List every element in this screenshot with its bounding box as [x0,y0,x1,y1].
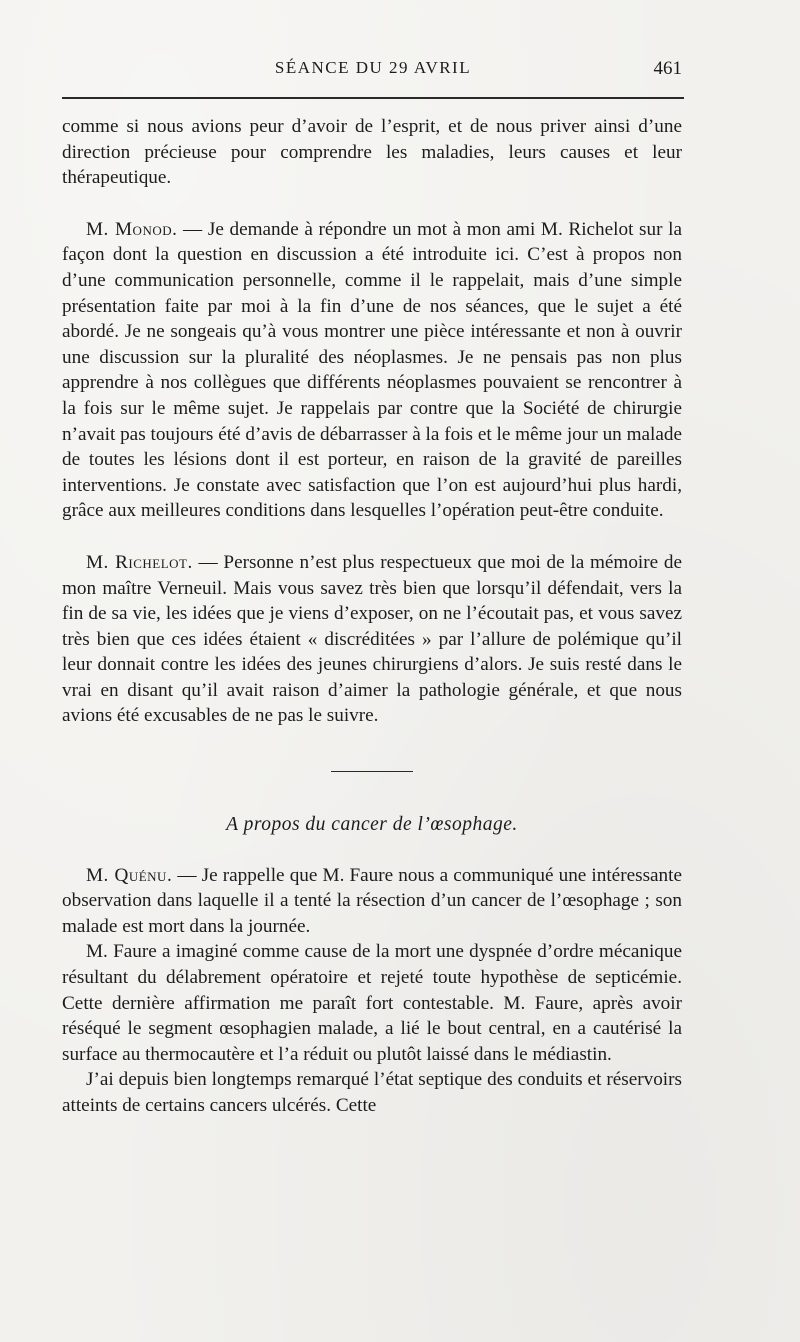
paragraph [62,1067,682,1118]
paragraph-text: — Je demande à répondre un mot à mon ami M. Richelot sur la façon dont la question en discussion a été introduite ici. C’est à propos non d’une communication personnelle, comme il le rappelait, mais d’une simple présentation faite par moi à la fin d’une de nos séances, que le sujet a été abordé. Je ne songeais qu’à vous montrer une pièce intéressante et non à ouvrir une discussion sur la pluralité des néoplasmes. Je ne pensais pas non plus apprendre à nos collègues que différents néoplasmes pouvaient se rencontrer à la fois sur le même sujet. Je rappelais par contre que la Société de chirurgie n’avait pas toujours été d’avis de débarrasser à la fois et le même jour un malade de toutes les lésions dont il est porteur, en raison de la gravité de pareilles interventions. Je constate avec satisfaction que l’on est aujourd’hui plus hardi, grâce aux meilleures conditions dans lesquelles l’opération peut-être conduite. [62,218,682,522]
paragraph [62,939,682,1067]
speaker-name: M. Monod. [86,218,178,240]
paragraph [62,217,682,524]
section-separator-rule [331,771,413,772]
header-rule [62,97,684,99]
paragraph-text: — Je rappelle que M. Faure nous a communiqué une intéressante observation dans laquelle il a tenté la résection d’un cancer de l’œsophage ; son malade est mort dans la journée. [62,864,682,937]
running-title: SÉANCE DU 29 AVRIL [274,58,472,77]
paragraph [62,863,682,940]
page-number: 461 [653,58,682,79]
paragraph-text: — Personne n’est plus respectueux que moi de la mémoire de mon maître Verneuil. Mais vous savez très bien que lorsqu’il défendait, vers la fin de sa vie, les idées que je viens d’exposer, on ne l’écoutait pas, et vous savez très bien que ces idées étaient « discréditées » par l’allure de polémique qu’il leur donnait contre les idées des jeunes chirurgiens d’alors. Je suis resté dans le vrai en disant qu’il avait raison d’aimer la pathologie générale, et que nous avions été excusables de ne pas le suivre. [62,551,682,727]
paragraph-text: M. Faure a imaginé comme cause de la mort une dyspnée d’ordre mécanique résultant du délabrement opératoire et rejeté toute hypothèse de septicémie. Cette dernière affirmation me paraît fort contestable. M. Faure, après avoir réséqué le segment œsophagien malade, a lié le bout central, en a cautérisé la surface au thermocautère et l’a réduit ou plutôt laissé dans le médiastin. [62,941,682,1065]
paragraph [62,114,682,191]
speaker-name: M. Quénu. [86,864,173,886]
paragraph-text: comme si nous avions peur d’avoir de l’esprit, et de nous priver ainsi d’une direction précieuse pour comprendre les maladies, leurs causes et leur thérapeutique. [62,116,682,189]
section-heading: A propos du cancer de l’œsophage. [226,814,518,836]
body-text [62,114,682,1119]
paragraph-text: J’ai depuis bien longtemps remarqué l’état septique des conduits et réservoirs atteints de certains cancers ulcérés. Cette [62,1069,682,1116]
running-head [62,58,684,86]
paragraph [62,550,682,729]
speaker-name: M. Richelot. [86,551,193,573]
